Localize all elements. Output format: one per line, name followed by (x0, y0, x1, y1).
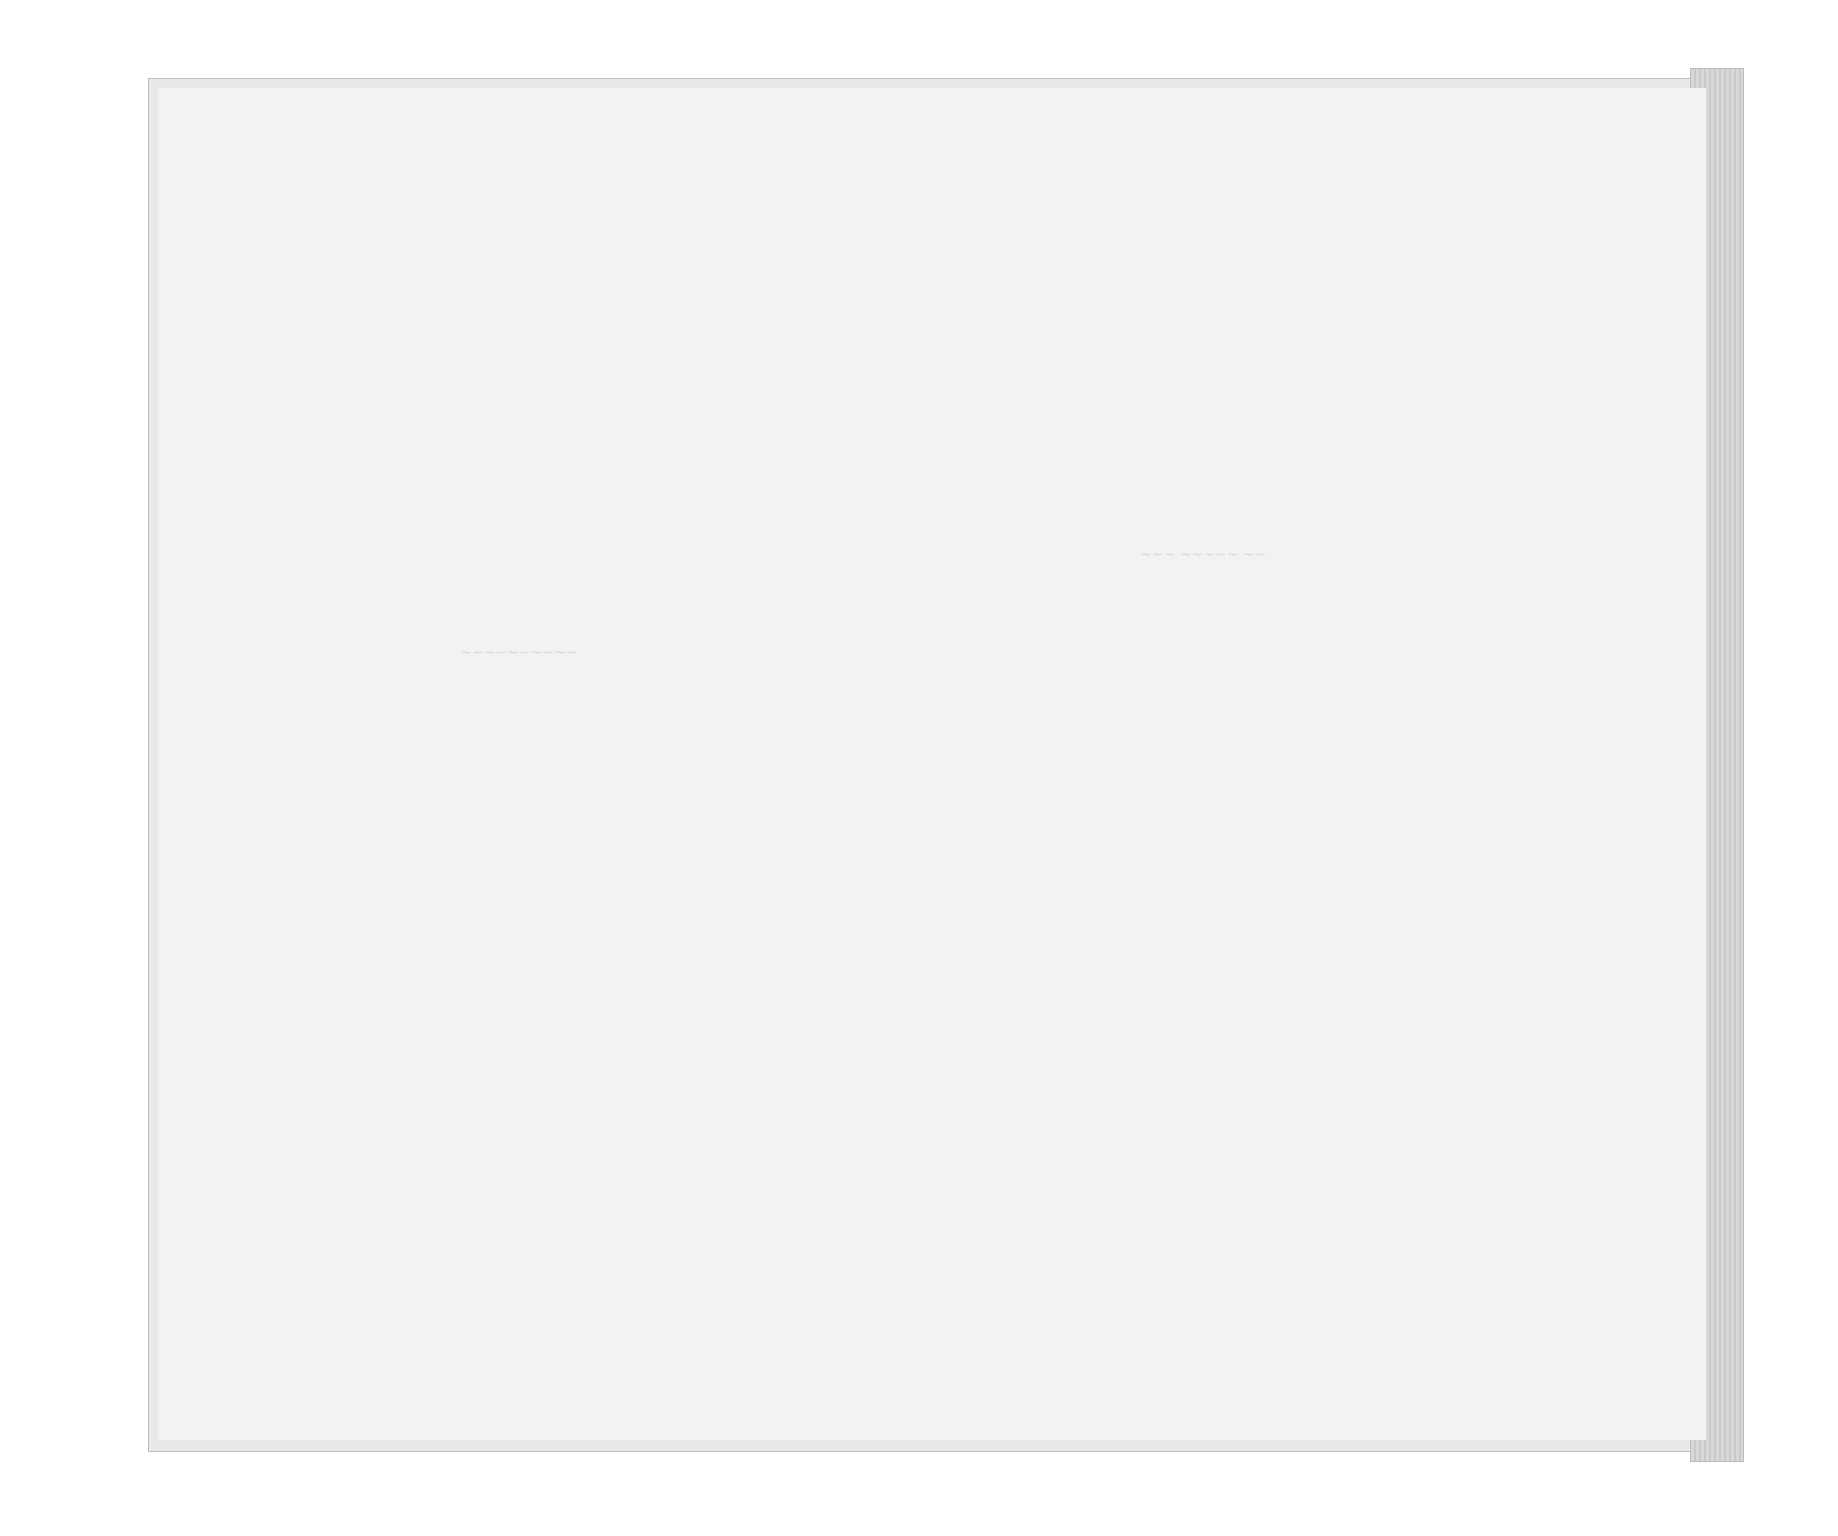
form-title (820, 140, 834, 160)
bleed-through-mark: ~~~~~~~~~~ (460, 645, 578, 661)
bleed-through-mark: ~~~ ~~~~~ ~~ (1140, 547, 1267, 563)
